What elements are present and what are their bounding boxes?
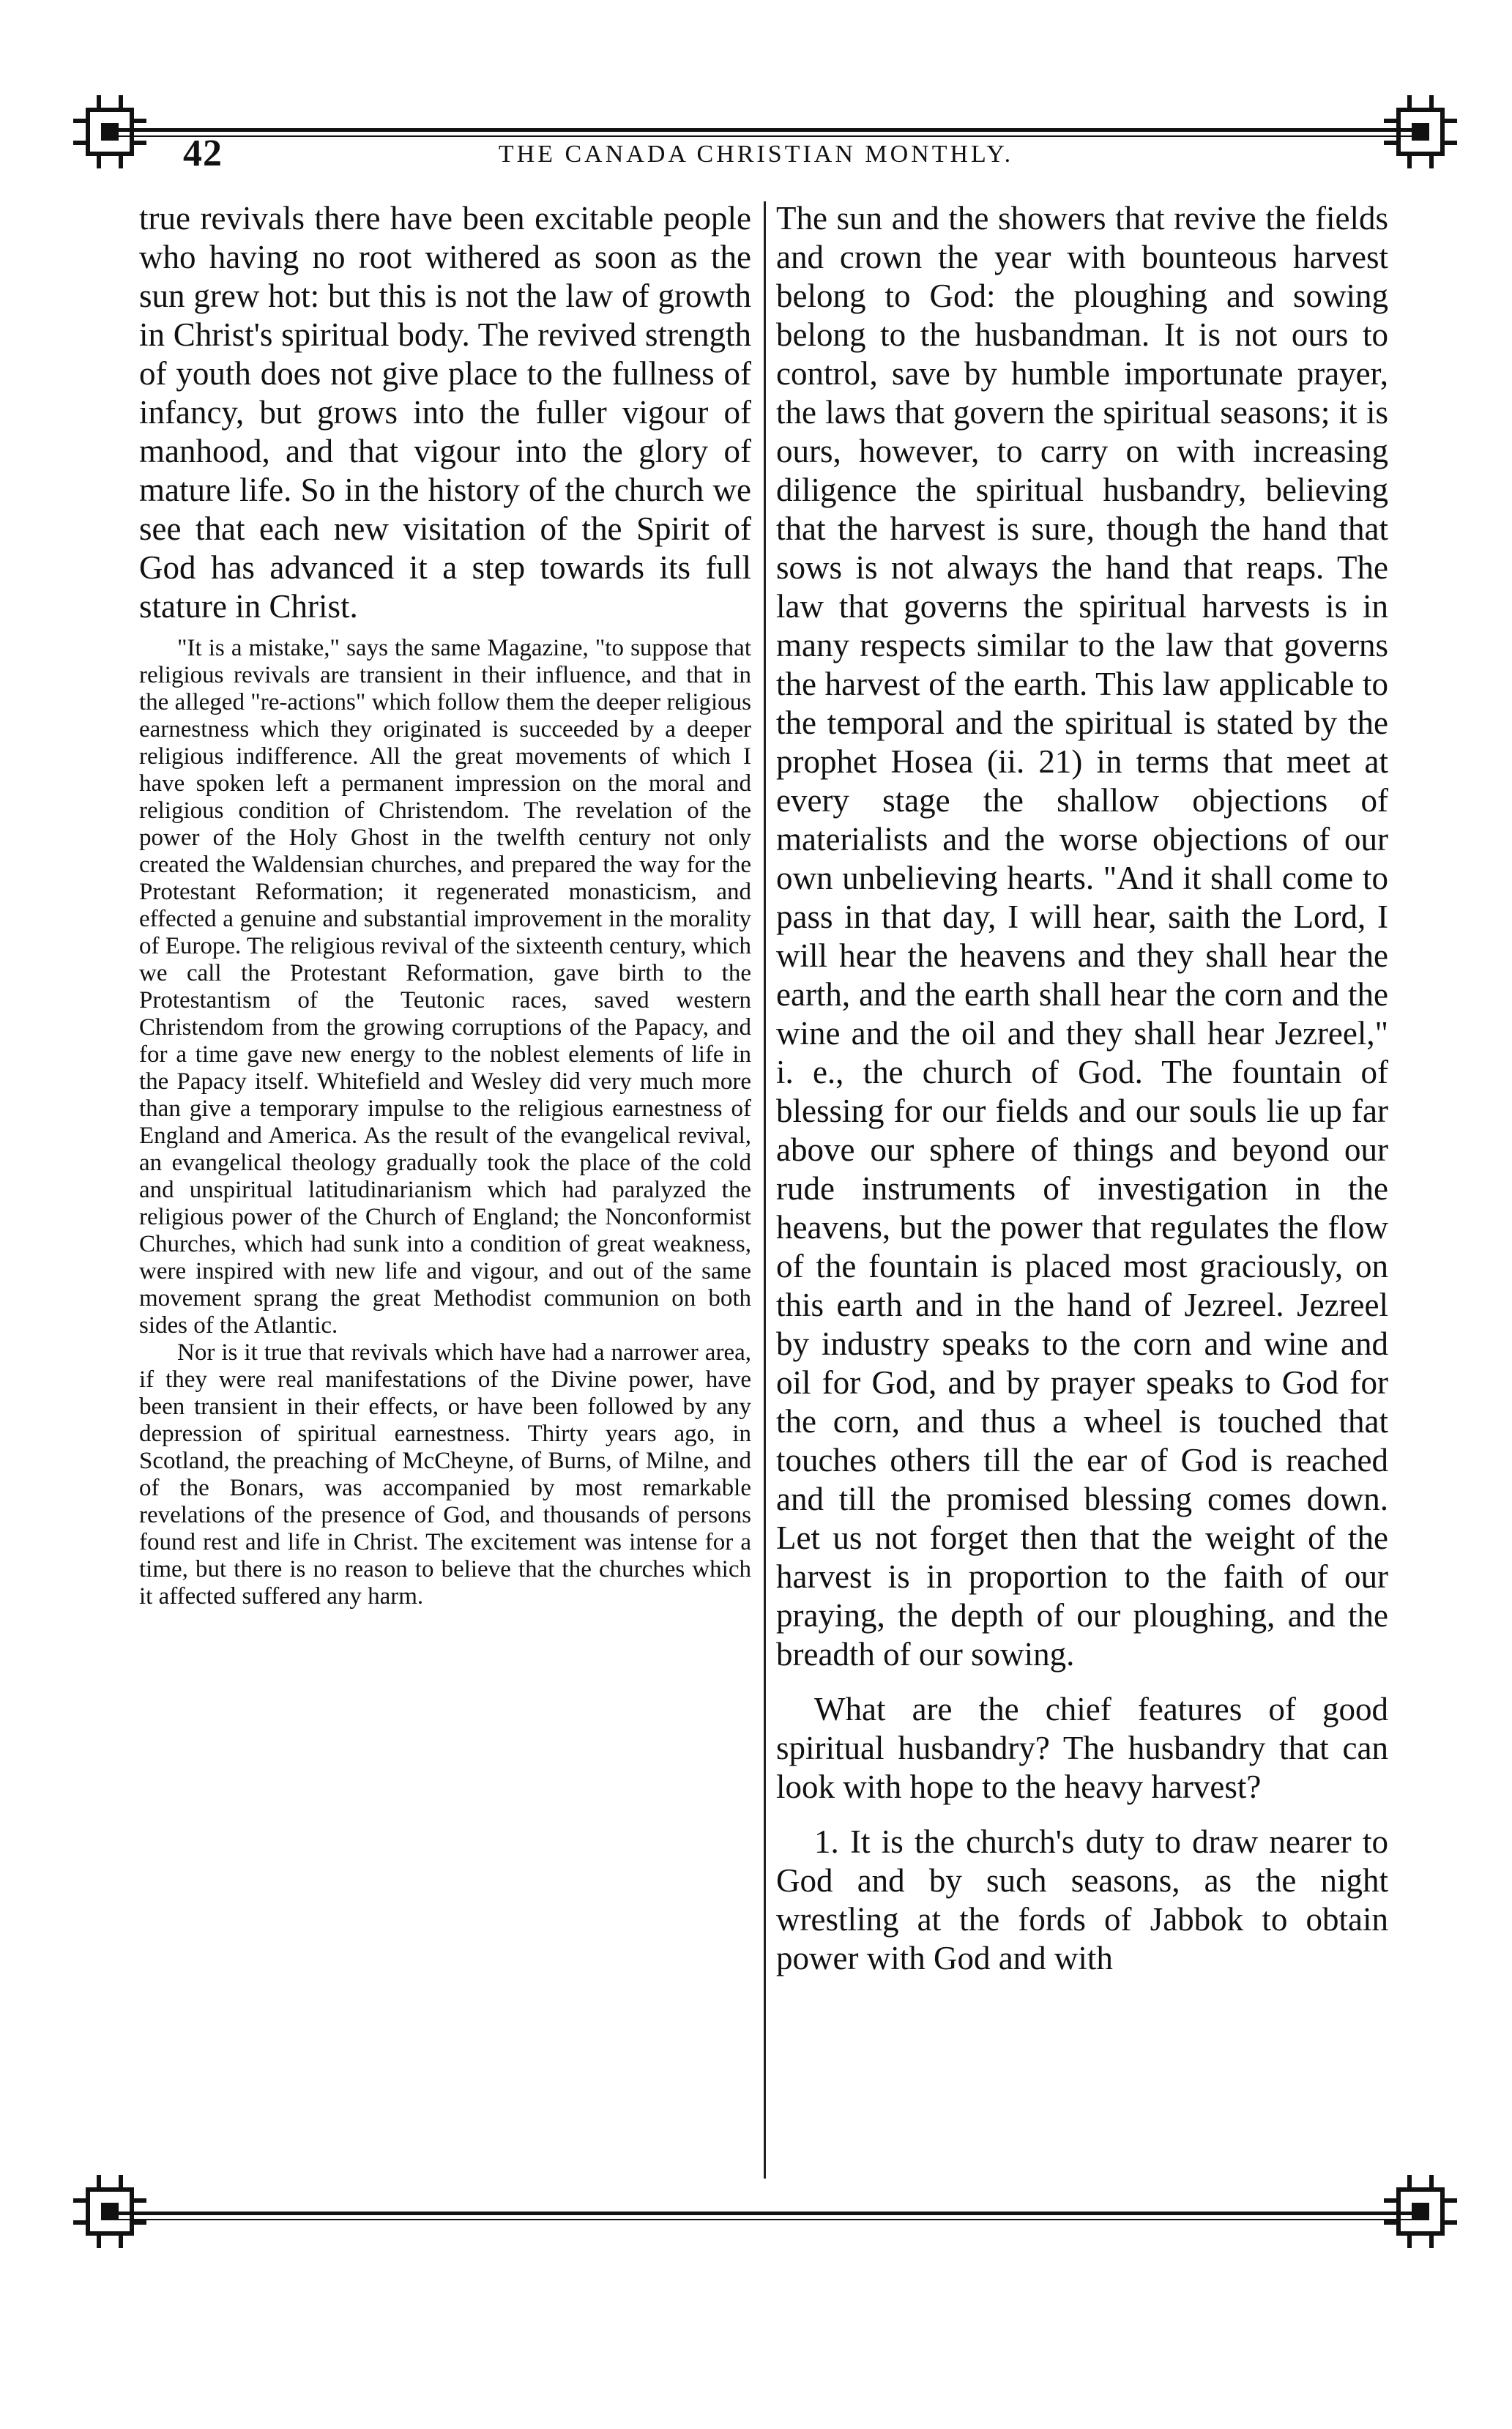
quoted-paragraph: Nor is it true that revivals which have had a narrower area, if they were real manifestations of the Divine power, have been transient in their effects, or have been followed by any depression of spiritual earnestness. Thirty years ago, in Scotland, the preaching of McCheyne, of Burns, of Milne, and of the Bonars, was accompanied by most remarkable revelations of the presence of God, and thousands of persons found rest and life in Christ. The excitement was intense for a time, but there is no reason to believe that the churches which it affected suffered any harm. <box>139 1339 751 1610</box>
column-divider <box>764 201 766 2179</box>
body-paragraph: The sun and the showers that revive the fields and crown the year with bounteous harvest belong to God: the ploughing and sowing belong to the husbandman. It is not ours to control, save by humble importunate prayer, the laws that govern the spiritual seasons; it is ours, however, to carry on with increasing diligence the spiritual husbandry, believing that the harvest is sure, though the hand that sows is not always the hand that reaps. The law that governs the spiritual harvests is in many respects similar to the law that governs the harvest of the earth. This law applicable to the temporal and the spiritual is stated by the prophet Hosea (ii. 21) in terms that meet at every stage the shallow objections of materialists and the worse objections of our own unbelieving hearts. "And it shall come to pass in that day, I will hear, saith the Lord, I will hear the heavens and they shall hear the earth, and the earth shall hear the corn and the wine and the oil and they shall hear Jezreel," i. e., the church of God. The fountain of blessing for our fields and our souls lie up far above our sphere of things and beyond our rude instruments of investigation in the heavens, but the power that regulates the flow of the fountain is placed most graciously, on this earth and in the hand of Jezreel. Jezreel by industry speaks to the corn and wine and oil for God, and by prayer speaks to God for the corn, and thus a wheel is touched that touches others till the ear of God is reached and till the promised blessing comes down. Let us not forget then that the weight of the harvest is in proportion to the faith of our praying, the depth of our ploughing, and the breadth of our sowing. <box>776 200 1388 1673</box>
bottom-border-rule <box>110 2212 1413 2215</box>
left-column <box>139 199 751 2184</box>
right-column <box>776 199 1388 2184</box>
corner-ornament-icon <box>1377 2168 1464 2255</box>
page-number: 42 <box>183 133 223 174</box>
body-paragraph: true revivals there have been excitable people who having no root withered as soon as the sun grew hot: but this is not the law of growth in Christ's spiritual body. The revived strength of youth does not give place to the fullness of infancy, but grows into the fuller vigour of manhood, and that vigour into the glory of mature life. So in the history of the church we see that each new visitation of the Spirit of God has advanced it a step towards its full stature in Christ. <box>139 200 751 625</box>
body-paragraph: What are the chief features of good spiritual husbandry? The husbandry that can look with hope to the heavy harvest? <box>776 1691 1388 1805</box>
running-head: THE CANADA CHRISTIAN MONTHLY. <box>498 141 1014 168</box>
quoted-paragraph: "It is a mistake," says the same Magazine, "to suppose that religious revivals are transient in their influence, and that in the alleged "re-actions" which follow them the deeper religious earnestness which they originated is succeeded by a deeper religious indifference. All the great movements of which I have spoken left a permanent impression on the moral and religious condition of Christendom. The revelation of the power of the Holy Ghost in the twelfth century not only created the Waldensian churches, and prepared the way for the Protestant Reformation; it regenerated monasticism, and effected a genuine and substantial improvement in the morality of Europe. The religious revival of the sixteenth century, which we call the Protestant Reformation, gave birth to the Protestantism of the Teutonic races, saved western Christendom from the growing corruptions of the Papacy, and for a time gave new energy to the noblest elements of life in the Papacy itself. Whitefield and Wesley did very much more than give a temporary impulse to the religious earnestness of England and America. As the result of the evangelical revival, an evangelical theology gradually took the place of the cold and unspiritual latitudinarianism which had paralyzed the religious power of the Church of England; the Nonconformist Churches, which had sunk into a condition of great weakness, were inspired with new life and vigour, and out of the same movement sprang the great Methodist communion on both sides of the Atlantic. <box>139 635 751 1339</box>
body-paragraph: 1. It is the church's duty to draw nearer to God and by such seasons, as the night wrestling at the fords of Jabbok to obtain power with God and with <box>776 1823 1388 1976</box>
top-border-rule <box>110 128 1413 132</box>
